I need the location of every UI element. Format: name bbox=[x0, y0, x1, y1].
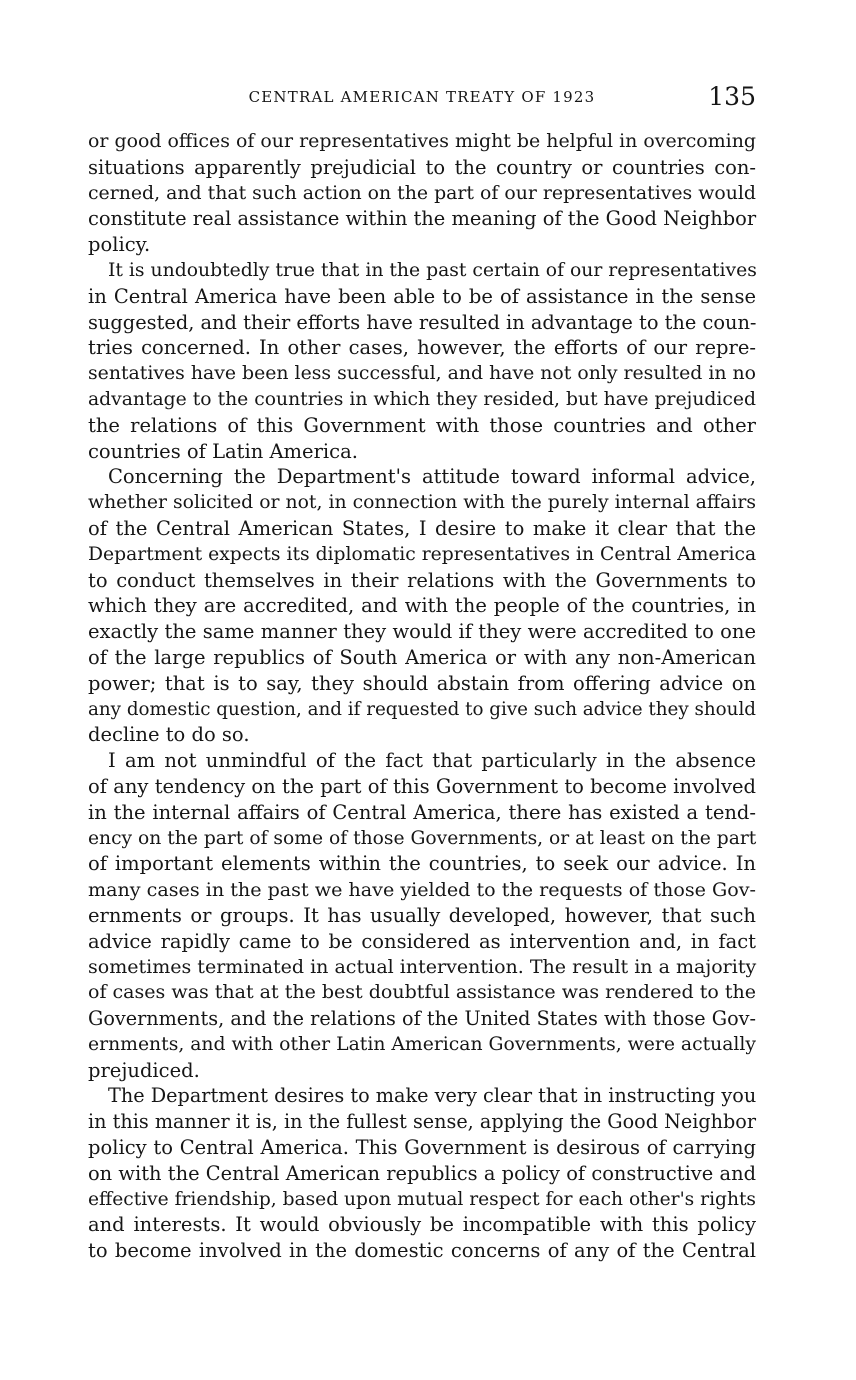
paragraph bbox=[88, 1083, 756, 1264]
text-line: power; that is to say, they should abstain from offering advice on bbox=[88, 671, 756, 695]
text-line: advice rapidly came to be considered as intervention and, in fact bbox=[88, 929, 756, 953]
text-line: The Department desires to make very clear that in instructing you bbox=[108, 1084, 757, 1108]
text-line: Concerning the Department's attitude toward informal advice, bbox=[108, 465, 756, 489]
text-line: or good offices of our representatives might be helpful in overcoming bbox=[88, 130, 756, 152]
text-line: ency on the part of some of those Governments, or at least on the part bbox=[88, 827, 757, 849]
text-line: policy to Central America. This Government is desirous of carrying bbox=[88, 1136, 756, 1160]
text-line: many cases in the past we have yielded to the requests of those Gov- bbox=[88, 878, 756, 902]
text-line: in this manner it is, in the fullest sense, applying the Good Neighbor bbox=[88, 1110, 756, 1134]
text-line: ernments, and with other Latin American Governments, were actually bbox=[88, 1033, 757, 1055]
body-text bbox=[88, 129, 756, 1264]
text-line: of any tendency on the part of this Government to become involved bbox=[88, 774, 756, 798]
text-line: of cases was that at the best doubtful assistance was rendered to the bbox=[88, 981, 756, 1004]
text-line: any domestic question, and if requested to give such advice they should bbox=[88, 698, 756, 720]
text-line: tries concerned. In other cases, however, the efforts of our repre- bbox=[88, 336, 756, 360]
text-line: decline to do so. bbox=[88, 723, 250, 747]
text-line: on with the Central American republics a policy of constructive and bbox=[88, 1161, 756, 1185]
text-line: effective friendship, based upon mutual respect for each other's rights bbox=[88, 1188, 756, 1210]
text-line: and interests. It would obviously be incompatible with this policy bbox=[88, 1213, 756, 1237]
text-line: Governments, and the relations of the United States with those Gov- bbox=[88, 1007, 756, 1031]
paragraph bbox=[88, 748, 756, 1083]
text-line: I am not unmindful of the fact that particularly in the absence bbox=[108, 749, 756, 773]
text-line: suggested, and their efforts have resulted in advantage to the coun- bbox=[88, 310, 757, 334]
text-line: situations apparently prejudicial to the country or countries con- bbox=[88, 155, 756, 179]
text-line: to conduct themselves in their relations with the Governments to bbox=[88, 568, 756, 592]
page-header bbox=[88, 84, 756, 112]
text-line: countries of Latin America. bbox=[88, 439, 358, 463]
text-line: of the Central American States, I desire to make it clear that the bbox=[88, 516, 756, 540]
text-line: of important elements within the countries, to seek our advice. In bbox=[88, 852, 756, 876]
paragraph bbox=[88, 258, 756, 464]
text-line: sentatives have been less successful, and have not only resulted in no bbox=[88, 363, 756, 385]
running-title: CENTRAL AMERICAN TREATY OF 1923 bbox=[248, 88, 596, 106]
text-line: to become involved in the domestic concerns of any of the Central bbox=[88, 1239, 756, 1263]
text-line: whether solicited or not, in connection with the purely internal affairs bbox=[88, 492, 756, 514]
paragraph bbox=[88, 129, 756, 258]
text-line: sometimes terminated in actual intervention. The result in a majority bbox=[88, 955, 757, 978]
text-line: ernments or groups. It has usually developed, however, that such bbox=[88, 903, 756, 927]
text-line: cerned, and that such action on the part of our representatives would bbox=[88, 181, 756, 204]
text-line: advantage to the countries in which they resided, but have prejudiced bbox=[88, 388, 756, 410]
text-line: Department expects its diplomatic representatives in Central America bbox=[88, 543, 757, 565]
text-line: the relations of this Government with those countries and other bbox=[88, 413, 756, 437]
paragraph bbox=[88, 464, 756, 748]
text-line: which they are accredited, and with the people of the countries, in bbox=[88, 594, 756, 618]
text-line: in Central America have been able to be of assistance in the sense bbox=[88, 284, 756, 308]
text-line: in the internal affairs of Central America, there has existed a tend- bbox=[88, 800, 756, 824]
text-line: of the large republics of South America or with any non-American bbox=[88, 645, 756, 669]
text-line: constitute real assistance within the meaning of the Good Neighbor bbox=[88, 207, 757, 231]
text-line: policy. bbox=[88, 233, 151, 257]
text-line: prejudiced. bbox=[88, 1058, 200, 1082]
text-line: exactly the same manner they would if they were accredited to one bbox=[88, 620, 756, 644]
page-number: 135 bbox=[708, 82, 756, 111]
text-line: It is undoubtedly true that in the past certain of our representatives bbox=[108, 259, 757, 281]
